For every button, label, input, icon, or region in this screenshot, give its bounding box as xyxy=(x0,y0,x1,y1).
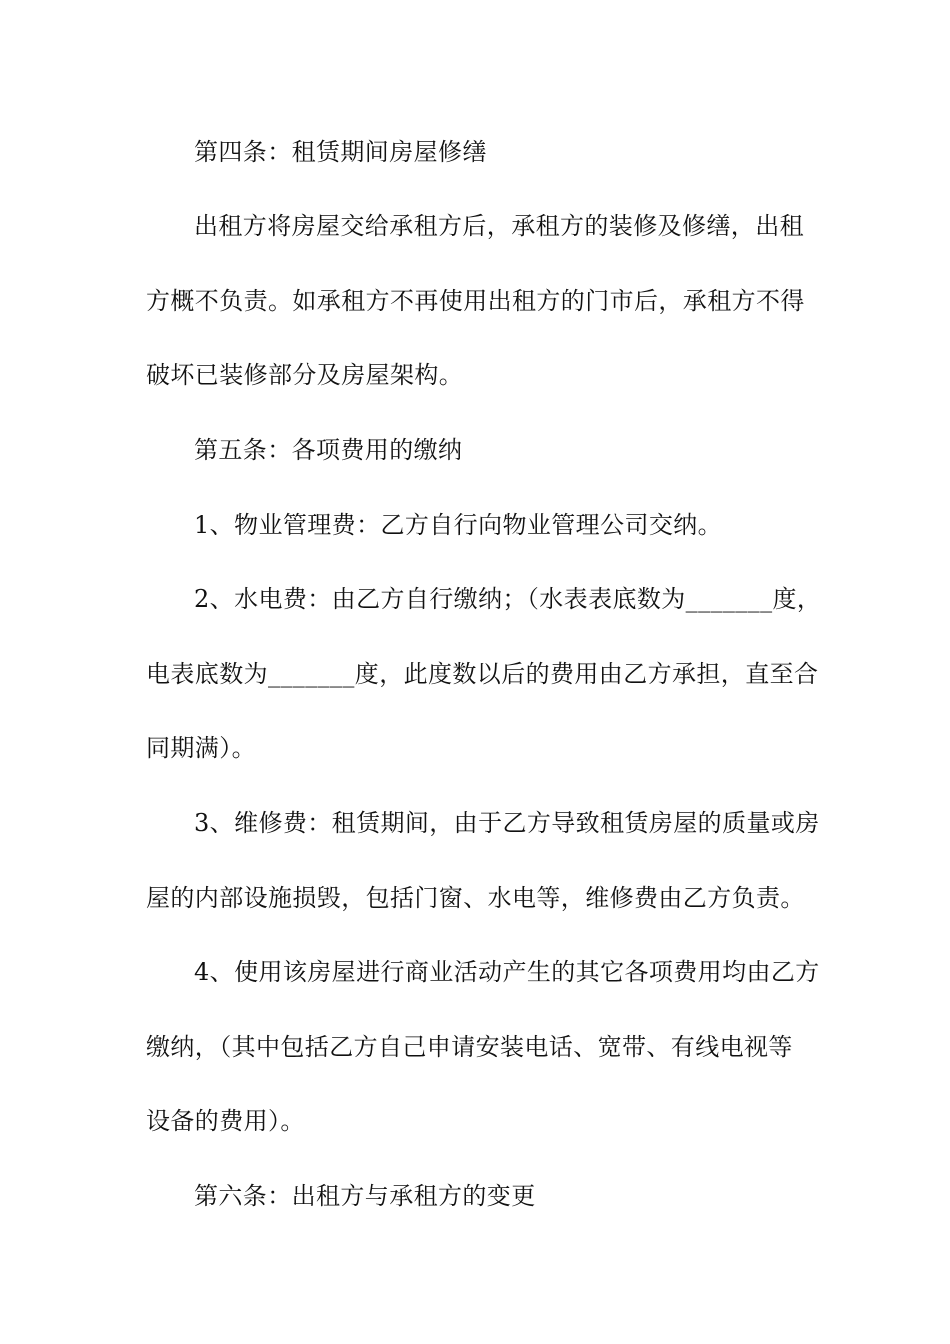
fee-item-2-line-1: 2、水电费：由乙方自行缴纳；（水表表底数为_______度， xyxy=(194,585,822,613)
fee-item-2-line-2: 电表底数为_______度，此度数以后的费用由乙方承担，直至合 xyxy=(146,660,819,688)
fee-item-4-line-2: 缴纳，（其中包括乙方自己申请安装电话、宽带、有线电视等 xyxy=(146,1033,793,1061)
fee-item-2-line-3: 同期满）。 xyxy=(146,734,256,762)
fee-item-3-line-2: 屋的内部设施损毁，包括门窗、水电等，维修费由乙方负责。 xyxy=(146,884,805,912)
article-4-paragraph-line-3: 破坏已装修部分及房屋架构。 xyxy=(146,361,464,389)
article-4-paragraph-line-1: 出租方将房屋交给承租方后，承租方的装修及修缮，出租 xyxy=(194,212,804,240)
fee-item-3-line-1: 3、维修费：租赁期间，由于乙方导致租赁房屋的质量或房 xyxy=(194,809,820,837)
fee-item-4-line-3: 设备的费用）。 xyxy=(146,1107,305,1135)
article-5-heading: 第五条：各项费用的缴纳 xyxy=(194,436,463,464)
article-4-heading: 第四条：租赁期间房屋修缮 xyxy=(194,138,487,166)
fee-item-1: 1、物业管理费：乙方自行向物业管理公司交纳。 xyxy=(194,511,723,539)
fee-item-4-line-1: 4、使用该房屋进行商业活动产生的其它各项费用均由乙方 xyxy=(194,958,820,986)
article-4-paragraph-line-2: 方概不负责。如承租方不再使用出租方的门市后，承租方不得 xyxy=(146,287,805,315)
article-6-heading: 第六条：出租方与承租方的变更 xyxy=(194,1182,536,1210)
